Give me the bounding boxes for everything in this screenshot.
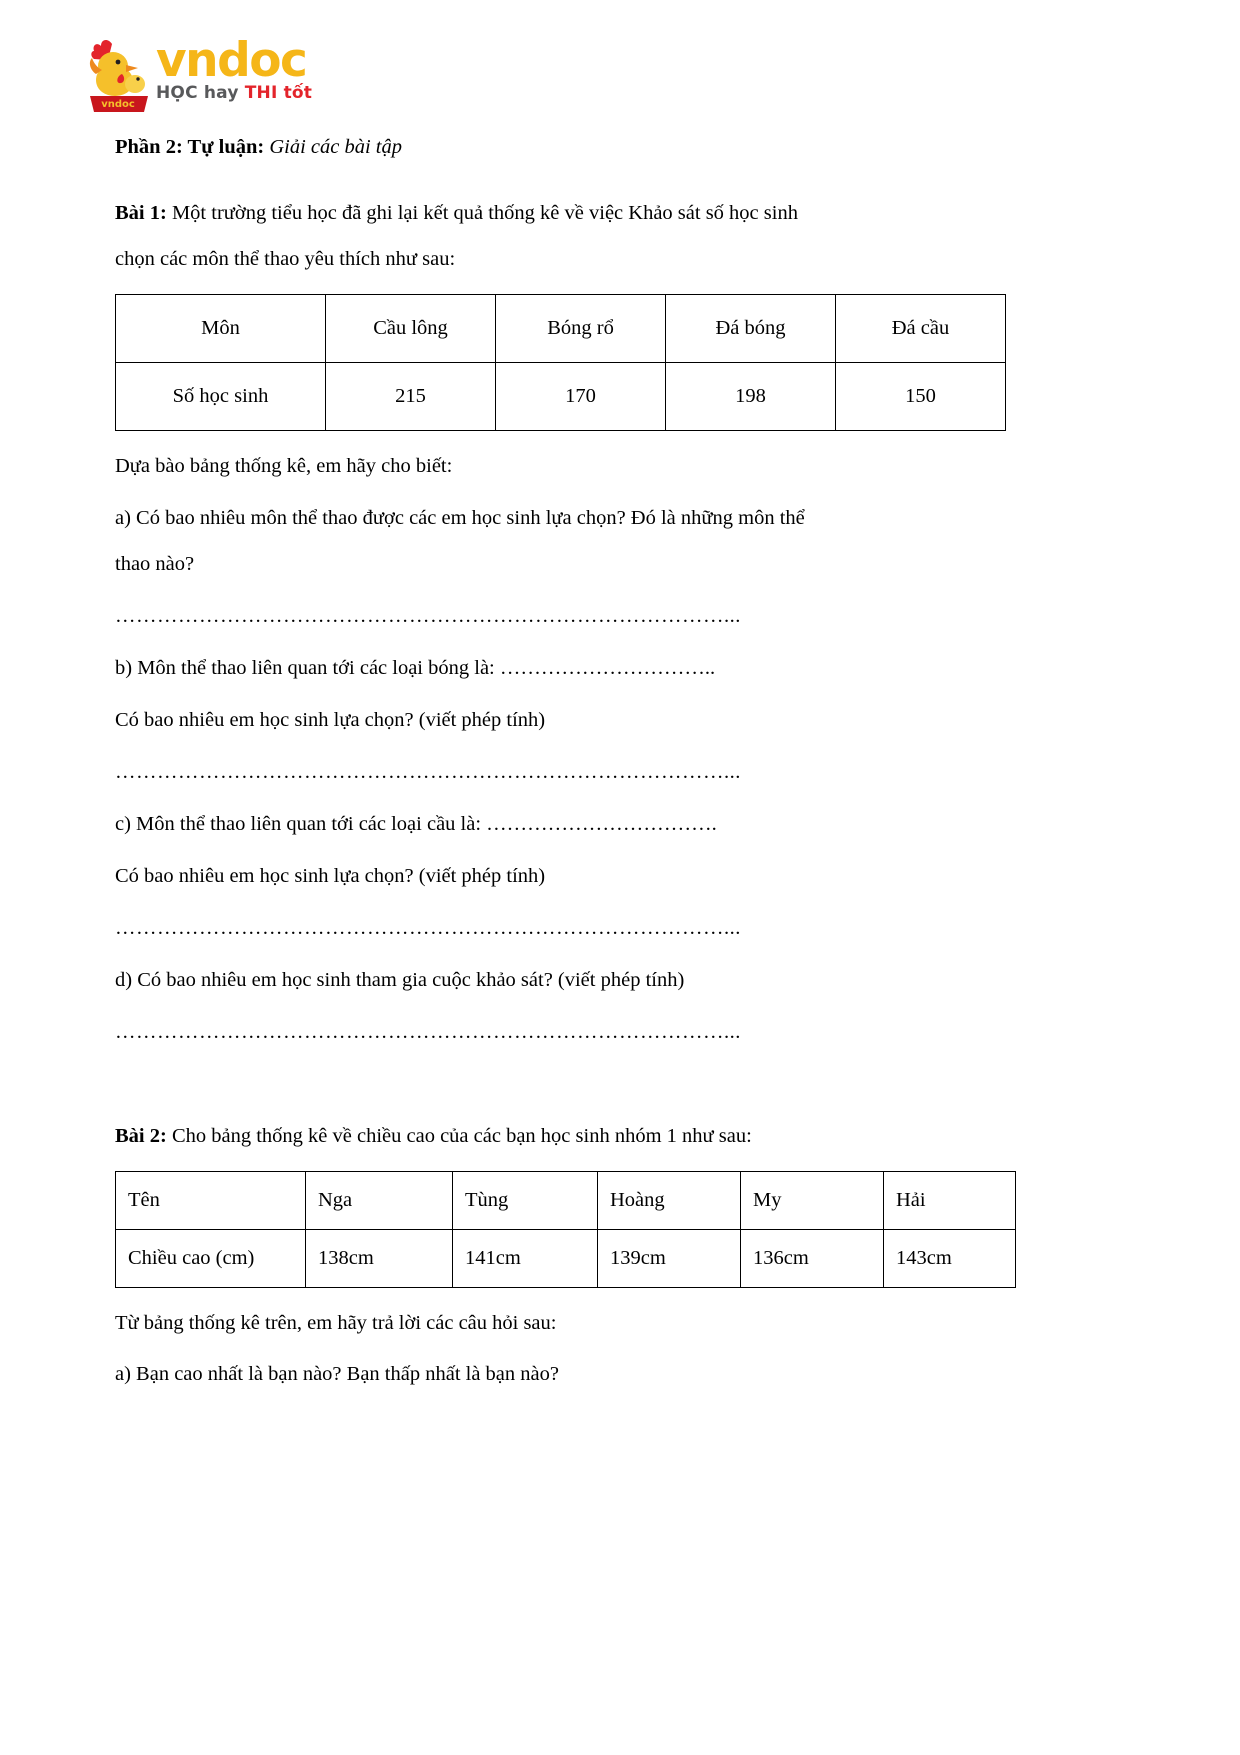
logo-tagline-part1: HỌC hay: [156, 83, 245, 104]
table-data-cell: 150: [836, 362, 1006, 430]
table-data-cell: 139cm: [598, 1229, 741, 1287]
table-row: [116, 294, 1006, 362]
table-data-cell: 136cm: [741, 1229, 884, 1287]
table-header-cell: Tùng: [453, 1171, 598, 1229]
bai1-question-a-line1: a) Có bao nhiêu môn thể thao được các em học sinh lựa chọn? Đó là những môn thể: [115, 506, 805, 529]
table-data-cell: 143cm: [884, 1229, 1016, 1287]
bai1-question-c-line1[interactable]: c) Môn thể thao liên quan tới các loại cầu là: …………………………….: [115, 812, 717, 835]
bai2-intro-text: Cho bảng thống kê về chiều cao của các bạn học sinh nhóm 1 như sau:: [171, 1124, 752, 1147]
vndoc-logo: [88, 34, 388, 120]
bai1-question-c-line2: Có bao nhiêu em học sinh lựa chọn? (viết phép tính): [115, 864, 546, 887]
table-header-cell: Tên: [116, 1171, 306, 1229]
bai2-prompt: Từ bảng thống kê trên, em hãy trả lời các câu hỏi sau:: [115, 1311, 557, 1334]
bai1-answer-blank-d[interactable]: ……………………………………………………………………………...: [115, 1020, 741, 1043]
bai1-prompt: Dựa bào bảng thống kê, em hãy cho biết:: [115, 454, 453, 477]
table-data-cell: 215: [326, 362, 496, 430]
logo-tagline-part2: THI tốt: [244, 83, 313, 104]
bai2-label: Bài 2:: [115, 1124, 167, 1147]
svg-text:vndoc: vndoc: [101, 99, 135, 110]
table-data-cell: 170: [496, 362, 666, 430]
bai1-question-b-line1[interactable]: b) Môn thể thao liên quan tới các loại bóng là: …………………………..: [115, 656, 716, 679]
bai1-question-b-line2: Có bao nhiêu em học sinh lựa chọn? (viết phép tính): [115, 708, 546, 731]
bai1-statistics-table: [115, 294, 1006, 431]
table-data-cell: 141cm: [453, 1229, 598, 1287]
bai1-intro-line2: chọn các môn thể thao yêu thích như sau:: [115, 247, 456, 270]
bai1-intro-text1: Một trường tiểu học đã ghi lại kết quả thống kê về việc Khảo sát số học sinh: [171, 201, 798, 224]
bai1-answer-blank-b[interactable]: ……………………………………………………………………………...: [115, 760, 741, 783]
table-header-cell: Đá cầu: [836, 294, 1006, 362]
table-row: [116, 1229, 1016, 1287]
bai1-question-a-line2: thao nào?: [115, 552, 195, 575]
table-header-cell: Cầu lông: [326, 294, 496, 362]
table-header-cell: My: [741, 1171, 884, 1229]
bai1-label: Bài 1:: [115, 201, 167, 224]
document-body: [115, 128, 1015, 1407]
table-row-label: Số học sinh: [116, 362, 326, 430]
table-header-cell: Đá bóng: [666, 294, 836, 362]
bai2-height-table: [115, 1171, 1016, 1288]
bai1-answer-blank-c[interactable]: ……………………………………………………………………………...: [115, 916, 741, 939]
logo-wordmark: vndoc: [156, 33, 307, 88]
rooster-mascot-icon: [88, 34, 150, 114]
section-subtitle: Giải các bài tập: [269, 136, 403, 158]
table-row: [116, 1171, 1016, 1229]
table-row: [116, 362, 1006, 430]
table-data-cell: 198: [666, 362, 836, 430]
table-header-cell: Hoàng: [598, 1171, 741, 1229]
bai1-question-d: d) Có bao nhiêu em học sinh tham gia cuộc khảo sát? (viết phép tính): [115, 968, 685, 991]
table-header-cell: Nga: [306, 1171, 453, 1229]
table-data-cell: 138cm: [306, 1229, 453, 1287]
bai2-question-a: a) Bạn cao nhất là bạn nào? Bạn thấp nhất là bạn nào?: [115, 1363, 559, 1386]
bai1-intro-line1: [115, 194, 1015, 234]
table-row-label: Chiều cao (cm): [116, 1229, 306, 1287]
bai1-answer-blank-a[interactable]: ……………………………………………………………………………...: [115, 604, 741, 627]
table-header-cell: Môn: [116, 294, 326, 362]
bai2-intro: [115, 1117, 1015, 1157]
section-heading: [115, 128, 1015, 168]
section-label: Phần 2: Tự luận:: [115, 136, 265, 158]
table-header-cell: Hải: [884, 1171, 1016, 1229]
logo-tagline: [156, 85, 312, 102]
table-header-cell: Bóng rổ: [496, 294, 666, 362]
